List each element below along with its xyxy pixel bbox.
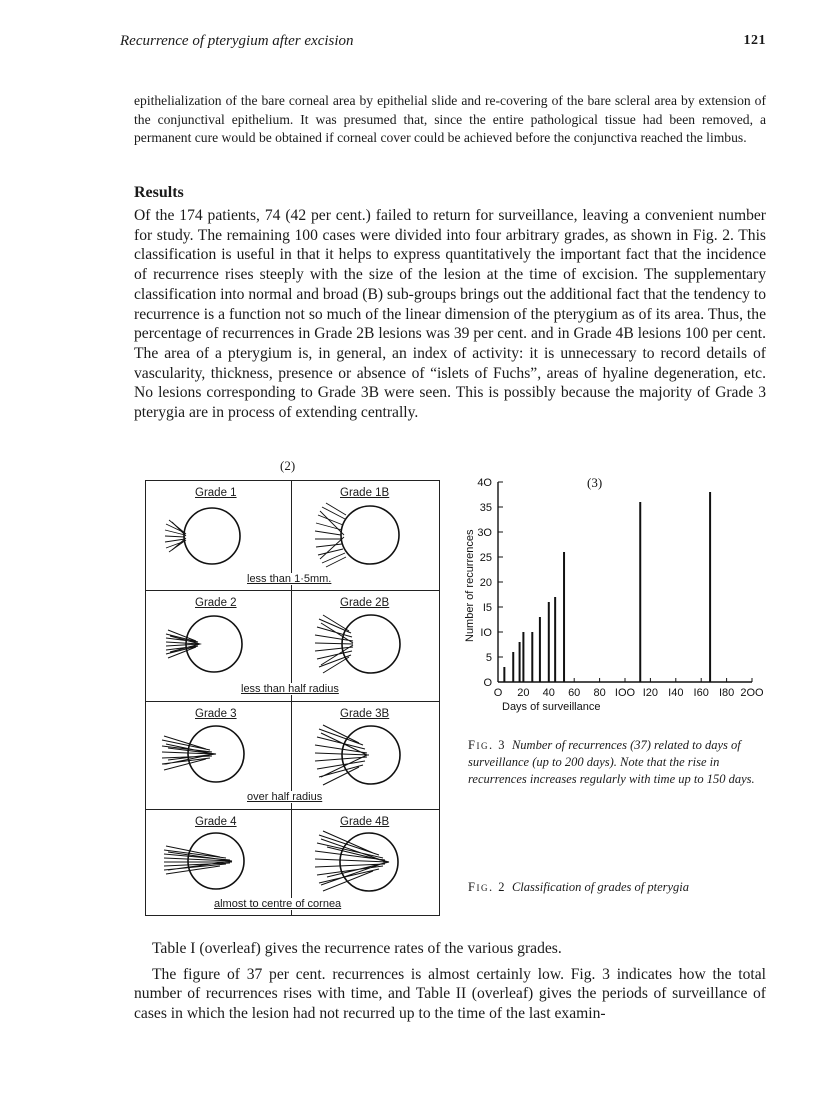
x-tick-label: I40: [668, 687, 684, 699]
page-number: 121: [743, 33, 766, 48]
y-tick-label: 5: [485, 652, 492, 664]
figure2-row-divider: [145, 701, 440, 702]
figure3-y-axis-label: Number of recurrences: [464, 529, 476, 642]
table-reference-paragraph: Table I (overleaf) gives the recurrence rates of the various grades.: [152, 940, 562, 957]
y-tick-label: IO: [480, 627, 492, 639]
grade-1b-label: Grade 1B: [340, 487, 390, 499]
eye-diagram-grade-4: [160, 826, 255, 896]
grade-2-caption: less than half radius: [241, 683, 339, 695]
grade-3b-label: Grade 3B: [340, 708, 390, 720]
figure3-caption-text: Number of recurrences (37) related to days of surveillance (up to 200 days). Note that the rise in recurrences increases regularly with time up to 150 days.: [468, 738, 755, 786]
figure3-caption-tag: Fig. 3: [468, 738, 506, 752]
figure3-x-axis-label: Days of surveillance: [502, 701, 601, 713]
x-tick-label: 80: [593, 687, 606, 699]
y-tick-label: O: [483, 677, 492, 689]
figure3-bars: [504, 492, 710, 682]
eye-diagram-grade-4b: [305, 823, 410, 901]
x-tick-label: IOO: [614, 687, 636, 699]
grade-2b-label: Grade 2B: [340, 597, 390, 609]
figure2-label: (2): [280, 458, 296, 473]
intro-paragraph: epithelialization of the bare corneal area by epithelial slide and re-covering of the bare scleral area by extension of the conjunctival epithelium. It was presumed that, since the entire pathological tissue had been removed, a permanent cure would be obtained if corneal cover could be achieved before the conjunctiva reached the limbus.: [134, 93, 766, 146]
figure3-caption: [468, 737, 768, 788]
x-tick-label: 60: [568, 687, 581, 699]
x-tick-label: I80: [718, 687, 735, 699]
eye-diagram-grade-2: [160, 608, 250, 680]
grade-3-label: Grade 3: [195, 708, 237, 720]
figure2-caption: [468, 879, 768, 896]
grade-4-label: Grade 4: [195, 816, 237, 828]
eye-diagram-grade-3b: [305, 715, 410, 795]
y-tick-label: 20: [479, 577, 492, 589]
eye-diagram-grade-1b: [300, 495, 410, 575]
y-tick-label: 4O: [477, 477, 492, 489]
recurrence-paragraph: The figure of 37 per cent. recurrences is almost certainly low. Fig. 3 indicates how the total number of recurrences rises with time, and Table II (overleaf) gives the periods of surveillance of cases in which the lesion had not recurred up to the time of the last examin-: [134, 965, 766, 1023]
eye-diagram-grade-2b: [305, 605, 410, 683]
results-paragraph: Of the 174 patients, 74 (42 per cent.) failed to return for surveillance, leaving a convenient number for study. The remaining 100 cases were divided into four arbitrary grades, as shown in Fig. 2. This classification is useful in that it helps to express quantitatively the important fact that the incidence of recurrence rises steeply with the size of the lesion at the time of excision. The supplementary classification into normal and broad (B) sub-groups brings out the additional fact that the tendency to recurrence is a function not so much of the linear dimension of the pterygium as of its area. Thus, the percentage of recurrences in Grade 2B lesions was 39 per cent. and in Grade 4B lesions 100 per cent. The area of a pterygium is, in general, an index of activity: it is unnecessary to record details of vascularity, thickness, presence or absence of “islets of Fuchs”, areas of hyaline degeneration, etc. No lesions corresponding to Grade 3B were seen. This is possibly because the majority of Grade 3 pterygia are in process of extending centrally.: [134, 207, 766, 422]
y-tick-label: 3O: [477, 527, 492, 539]
figure2-caption-text: Classification of grades of pterygia: [511, 880, 690, 894]
grade-1-label: Grade 1: [195, 487, 237, 499]
eye-diagram-grade-1: [160, 500, 250, 570]
figure2-caption-tag: Fig. 2: [468, 880, 506, 894]
grade-2-label: Grade 2: [195, 597, 237, 609]
x-tick-label: I20: [642, 687, 659, 699]
y-tick-label: 35: [479, 502, 492, 514]
x-tick-label: 20: [517, 687, 530, 699]
y-tick-label: 25: [479, 552, 492, 564]
grade-3-caption: over half radius: [247, 791, 323, 803]
x-tick-label: 2OO: [740, 687, 764, 699]
grade-4-caption: almost to centre of cornea: [214, 898, 342, 910]
figure2-row-divider: [145, 590, 440, 591]
results-heading: Results: [134, 184, 184, 201]
grade-1-caption: less than 1·5mm.: [247, 573, 332, 585]
y-tick-label: I5: [482, 602, 492, 614]
figure3-label: (3): [587, 475, 603, 490]
figure2-row-divider: [145, 809, 440, 810]
grade-4b-label: Grade 4B: [340, 816, 390, 828]
running-title: Recurrence of pterygium after excision: [120, 33, 354, 49]
body-text-continued: [134, 939, 766, 1024]
eye-diagram-grade-3: [158, 718, 253, 790]
figure3-chart: [460, 470, 780, 720]
x-tick-label: 40: [542, 687, 555, 699]
x-tick-label: I60: [693, 687, 709, 699]
x-tick-label: O: [493, 687, 503, 699]
